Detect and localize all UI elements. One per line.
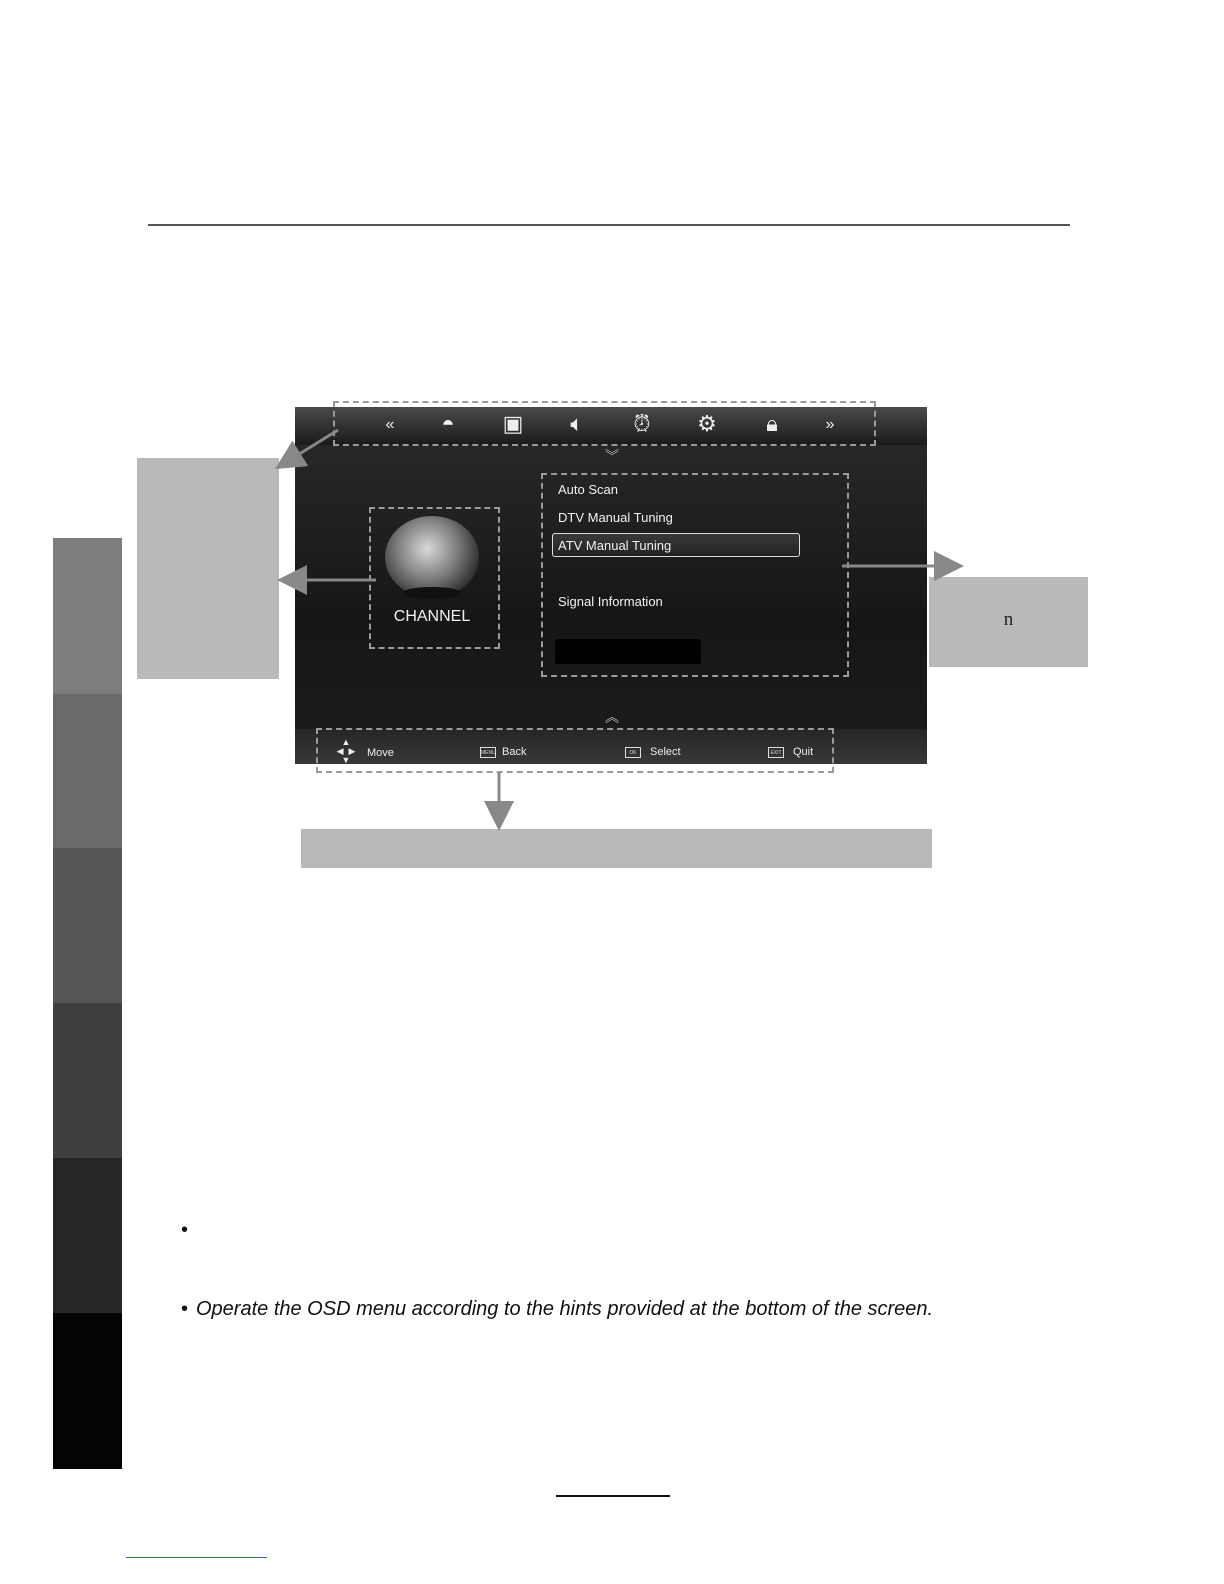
hint-move: Move (367, 747, 394, 759)
footer-link-underline[interactable] (126, 1557, 267, 1558)
ok-key-icon: OK (625, 747, 641, 758)
move-arrows-icon: ▲ ◀ ▶ ▼ (336, 737, 356, 765)
bullet-2-text: Operate the OSD menu according to the hints provided at the bottom of the screen. (196, 1298, 934, 1320)
menu-item-atv-manual-tuning[interactable]: ATV Manual Tuning (558, 538, 672, 553)
page-number-rule (556, 1495, 670, 1497)
menu-item-auto-scan[interactable]: Auto Scan (558, 482, 618, 497)
hint-select: Select (650, 746, 681, 758)
chevron-left-icon[interactable]: « (385, 416, 395, 433)
chevron-right-icon[interactable]: » (825, 416, 835, 433)
callout-right-text: n (1003, 609, 1014, 630)
hint-quit: Quit (793, 746, 814, 758)
menu-item-signal-information[interactable]: Signal Information (558, 594, 663, 609)
bullet-2-marker: • (181, 1298, 189, 1320)
hint-back: Back (502, 746, 527, 758)
picture-icon[interactable]: ▣ (502, 411, 524, 436)
clock-icon[interactable]: ⏰︎ (633, 411, 651, 436)
section-label: CHANNEL (393, 608, 471, 625)
bullet-1-marker: • (181, 1219, 189, 1241)
menu-item-dtv-manual-tuning[interactable]: DTV Manual Tuning (558, 510, 673, 525)
channel-icon[interactable]: ◓ (441, 411, 455, 436)
settings-icon[interactable]: ⚙ (697, 411, 717, 436)
sound-icon[interactable]: 🔈︎ (570, 411, 584, 436)
scroll-up-icon[interactable]: ︽ (605, 709, 619, 725)
lock-icon[interactable]: 🔒︎ (766, 411, 778, 436)
menu-key-icon: MENU (480, 747, 496, 758)
exit-key-icon: EXIT (768, 747, 784, 758)
scroll-down-icon[interactable]: ︾ (605, 448, 619, 464)
arrow-nav-to-callout (280, 430, 338, 466)
